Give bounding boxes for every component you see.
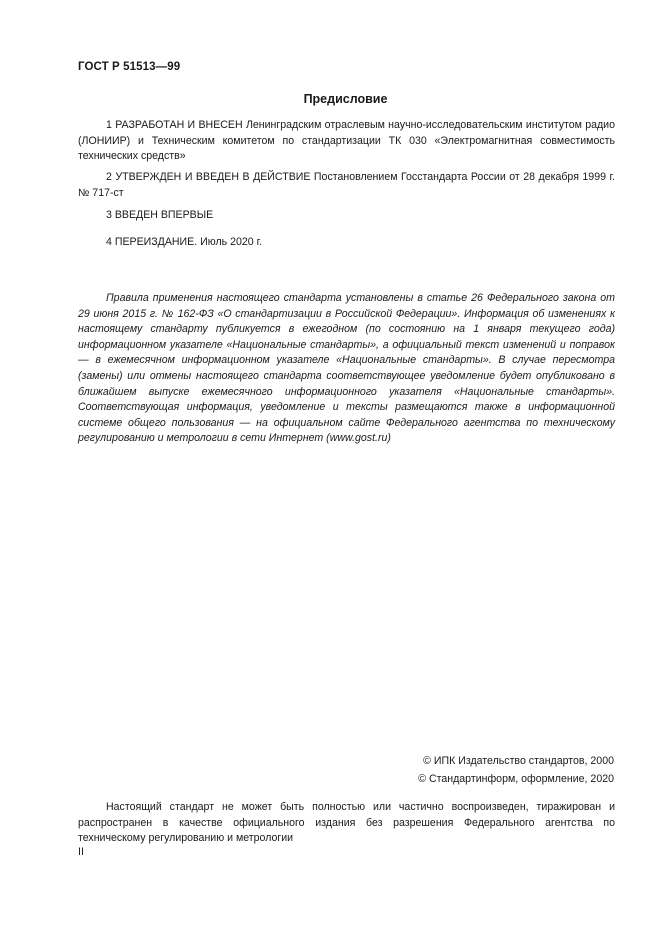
- copyright-line-2: © Стандартинформ, оформление, 2020: [418, 773, 614, 785]
- foreword-item-2: 2 УТВЕРЖДЕН И ВВЕДЕН В ДЕЙСТВИЕ Постановлением Госстандарта России от 28 декабря 1999 г. № 717-ст: [78, 171, 615, 199]
- application-rules-notice: Правила применения настоящего стандарта установлены в статье 26 Федерального закона от 29 июня 2015 г. № 162-ФЗ «О стандартизации в Российской Федерации». Информация об изменениях к настоящему стандарту публикуется в ежегодном (по состоянию на 1 января текущего года) информационном указателе «Национальные стандарты», а официальный текст изменений и поправок — в ежемесячном информационном указателе «Национальные стандарты». В случае пересмотра (замены) или отмены настоящего стандарта соответствующее уведомление будет опубликовано в ближайшем выпуске ежемесячного информационного указателя «Национальные стандарты». Соответствующая информация, уведомление и тексты размещаются также в информационной системе общего пользования — на официальном сайте Федерального агентства по техническому регулированию и метрологии в сети Интернет (www.gost.ru): [78, 292, 615, 445]
- standard-code: ГОСТ Р 51513—99: [78, 61, 181, 73]
- page-title: Предисловие: [303, 92, 388, 106]
- page-number: II: [78, 846, 84, 858]
- foreword-item-3: 3 ВВЕДЕН ВПЕРВЫЕ: [106, 209, 214, 221]
- copyright-line-1: © ИПК Издательство стандартов, 2000: [423, 755, 614, 767]
- foreword-item-1: 1 РАЗРАБОТАН И ВНЕСЕН Ленинградским отраслевым научно-исследовательским институтом радио (ЛОНИИР) и Техническим комитетом по стандартизации ТК 030 «Электромагнитная совместимость технических средств»: [78, 119, 615, 162]
- reproduction-notice: Настоящий стандарт не может быть полностью или частично воспроизведен, тиражирован и распространен в качестве официального издания без разрешения Федерального агентства по техническому регулированию и метрологии: [78, 801, 615, 844]
- foreword-item-4: 4 ПЕРЕИЗДАНИЕ. Июль 2020 г.: [106, 236, 263, 248]
